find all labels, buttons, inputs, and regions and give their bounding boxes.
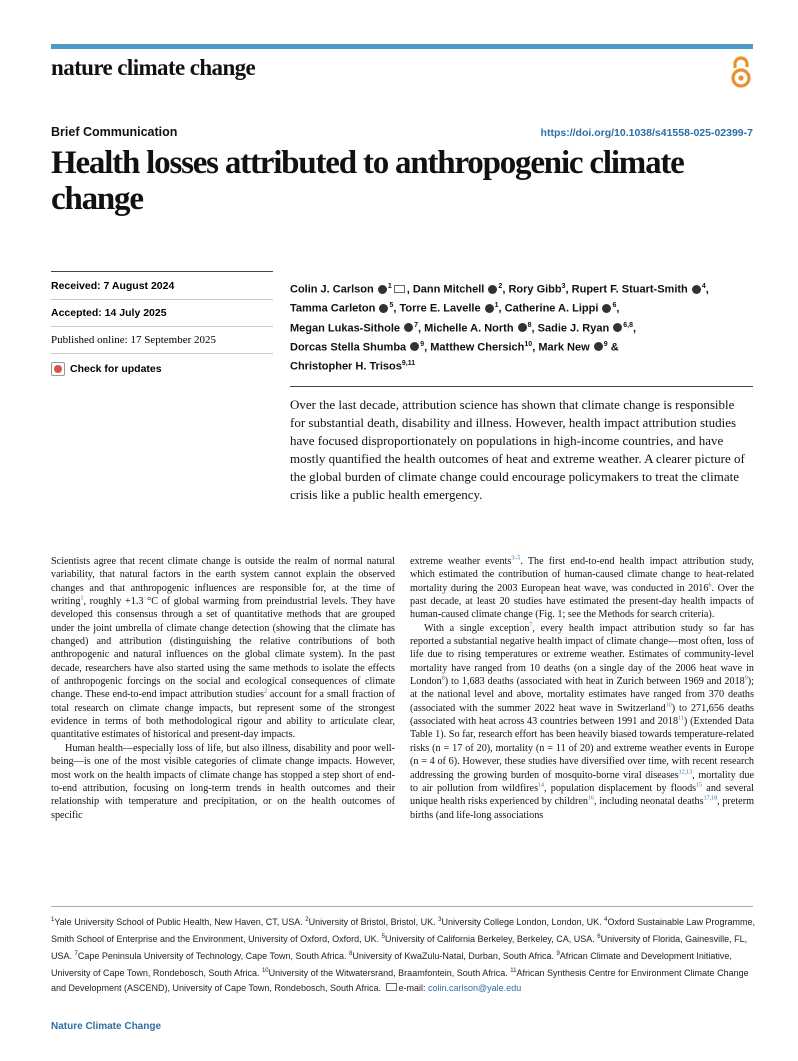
body-text: ); at the national level and above, mortality estimates have ranged from 370 deaths (associated with the summer 2022 heat wave in Switzerland bbox=[410, 676, 754, 714]
author-affiliation-sup: 5 bbox=[389, 302, 394, 310]
citation-link[interactable]: 1 bbox=[80, 595, 84, 602]
affiliation-text: African Climate and Development Initiative, University of Cape Town, Rondebosch, South Africa. bbox=[51, 951, 732, 978]
article-title: Health losses attributed to anthropogenic climate change bbox=[51, 145, 684, 217]
citation-link[interactable]: 10 bbox=[665, 702, 672, 709]
body-text: With a single exception bbox=[424, 622, 530, 634]
footnote-rule bbox=[51, 906, 753, 907]
orcid-icon[interactable] bbox=[379, 304, 388, 313]
author-name[interactable]: Mark New bbox=[538, 341, 590, 354]
body-paragraph bbox=[410, 555, 754, 622]
article-dates bbox=[51, 271, 273, 383]
published-date: Published online: 17 September 2025 bbox=[51, 327, 273, 354]
citation-link[interactable]: 7 bbox=[529, 622, 533, 629]
citation-link[interactable]: 9 bbox=[744, 675, 748, 682]
check-updates-button[interactable] bbox=[51, 354, 273, 383]
author-name[interactable]: Sadie J. Ryan bbox=[537, 322, 610, 335]
footer-journal-name: Nature Climate Change bbox=[51, 1021, 162, 1032]
citation-link[interactable]: 8 bbox=[441, 675, 445, 682]
orcid-icon[interactable] bbox=[485, 304, 494, 313]
author-affiliation-sup: 4 bbox=[701, 283, 706, 290]
body-text: . The first end-to-end health impact attribution study, which estimated the contribution of human-caused climate change to heat-related mortality during the 2003 European heat wave, was conducted in 2016 bbox=[410, 556, 754, 594]
affiliation-text: University of KwaZulu-Natal, Durban, South Africa. bbox=[352, 951, 557, 961]
author-name[interactable]: Dann Mitchell bbox=[412, 283, 485, 296]
abstract bbox=[290, 396, 750, 505]
affiliations bbox=[51, 913, 756, 996]
accepted-date: Accepted: 14 July 2025 bbox=[51, 300, 273, 327]
affiliation-number: 11 bbox=[510, 968, 517, 974]
author-name[interactable]: Christopher H. Trisos bbox=[290, 360, 402, 373]
orcid-icon[interactable] bbox=[404, 323, 413, 332]
body-text: Scientists agree that recent climate change is outside the realm of normal natural variability, that natural factors in the earth system cannot explain the observed changes and that anthropogenic influences are responsible for, at the time of writing bbox=[51, 556, 395, 608]
author-name[interactable]: Rory Gibb bbox=[508, 283, 562, 296]
body-text: ) to 271,656 deaths (associated with heat across 43 countries between 1991 and 2018 bbox=[410, 702, 754, 728]
citation-link[interactable]: 11 bbox=[678, 715, 684, 722]
affiliation-list bbox=[51, 917, 755, 993]
citation-link[interactable]: 17,18 bbox=[703, 795, 718, 802]
citation-link[interactable]: 6 bbox=[708, 582, 712, 589]
body-text: , including neonatal deaths bbox=[594, 796, 704, 808]
affiliation-text: University of Bristol, Bristol, UK. bbox=[308, 917, 439, 927]
body-paragraph: Human health—especially loss of life, but also illness, disability and poor well-being—is one of the most visible categories of climate change impacts. However, most work on the health impacts of climate change has stopped a step short of end-to-end attribution, focusing on long-term trends in health outcomes and their relationship with temperature and precipitation, or on the health outcomes of specific bbox=[51, 742, 395, 821]
affiliation-number: 10 bbox=[261, 968, 269, 974]
body-paragraph bbox=[410, 622, 754, 822]
author-email-link[interactable]: colin.carlson@yale.edu bbox=[428, 983, 522, 993]
citation-link[interactable]: 2 bbox=[263, 689, 267, 696]
orcid-icon[interactable] bbox=[602, 304, 611, 313]
orcid-icon[interactable] bbox=[518, 323, 527, 332]
orcid-icon[interactable] bbox=[378, 285, 387, 294]
author-affiliation-sup: 1 bbox=[494, 302, 499, 310]
affiliation-text: Oxford Sustainable Law Programme, Smith School of Enterprise and the Environment, University of Oxford, Oxford, UK. bbox=[51, 917, 756, 944]
affiliation-number: 3 bbox=[438, 917, 442, 923]
doi-link[interactable]: https://doi.org/10.1038/s41558-025-02399-7 bbox=[540, 127, 753, 139]
author-name[interactable]: Tamma Carleton bbox=[290, 302, 376, 315]
affiliation-text: University of Florida, Gainesville, FL, USA. bbox=[51, 934, 748, 961]
author-affiliation-sup: 9,11 bbox=[401, 360, 416, 367]
body-text: , population displacement by floods bbox=[544, 782, 697, 794]
affiliation-text: Yale University School of Public Health, New Haven, CT, USA. bbox=[54, 917, 306, 927]
body-text: account for a small fraction of total research on climate change impacts, but represent some of the strongest evidence in terms of both methodological rigour and ability to articulate clear, quantitative estimates of historical and present-day impacts. bbox=[51, 689, 396, 741]
mail-icon[interactable] bbox=[394, 285, 405, 293]
header-accent-bar bbox=[51, 44, 753, 49]
author-affiliation-sup: 6,8 bbox=[623, 321, 633, 329]
orcid-icon[interactable] bbox=[488, 285, 497, 294]
affiliation-number: 1 bbox=[51, 917, 55, 923]
check-updates-label: Check for updates bbox=[70, 363, 162, 375]
author-name[interactable]: Rupert F. Stuart-Smith bbox=[571, 283, 688, 296]
author-name[interactable]: Dorcas Stella Shumba bbox=[290, 341, 407, 354]
citation-link[interactable]: 3–5 bbox=[511, 555, 521, 562]
affiliation-number: 9 bbox=[556, 951, 560, 957]
author-name[interactable]: Colin J. Carlson bbox=[290, 283, 374, 296]
author-affiliation-sup: 6 bbox=[612, 302, 617, 310]
author-name[interactable]: Michelle A. North bbox=[424, 322, 514, 335]
abstract-text: Over the last decade, attribution science has shown that climate change is responsible for substantial death, disability and illness. However, health impact attribution studies have focused disproportionately on populations in high-income countries, and have mostly quantified the health outcomes of heat and extreme weather. A clearer picture of the global burden of climate change could encourage policymakers to treat the climate crisis like a public health emergency. bbox=[290, 397, 745, 503]
body-text: , roughly +1.3 °C of global warming from preindustrial levels. They have developed this consensus through a set of quantitative methods that are grouped under the joint umbrella of climate change detection (showing that the climate has changed) and attribution (distinguishing the relative contributions of both anthropogenic and natural influences on the global climate system). In the past decade, researchers have also started using the same methods to isolate the effects of anthropogenic forcings on the social and ecological consequences of climate change. These end-to-end impact attribution studies bbox=[51, 596, 395, 701]
affiliation-number: 2 bbox=[305, 917, 309, 923]
author-name[interactable]: Megan Lukas-Sithole bbox=[290, 322, 401, 335]
orcid-icon[interactable] bbox=[692, 285, 701, 294]
article-type: Brief Communication bbox=[51, 125, 178, 139]
orcid-icon[interactable] bbox=[613, 323, 622, 332]
citation-link[interactable]: 12,13 bbox=[678, 769, 693, 776]
body-text: , every health impact attribution study so far has reported a substantial negative health impact of climate change—most often, loss of life due to rising temperatures or extreme weather. Estimates of community-level mortality have ranged from 10 deaths (on a single day of the 2006 heat wave in London bbox=[410, 622, 754, 688]
author-affiliation-sup: 2 bbox=[498, 283, 503, 290]
body-paragraph bbox=[51, 555, 395, 742]
author-affiliation-sup: 1 bbox=[387, 283, 392, 290]
author-name[interactable]: Matthew Chersich bbox=[430, 341, 525, 354]
body-text: ) to 1,683 deaths (associated with heat in Zurich between 1969 and 2018 bbox=[444, 676, 745, 688]
email-label: e-mail: bbox=[398, 983, 429, 993]
affiliation-text: University of the Witwatersrand, Braamfontein, South Africa. bbox=[268, 968, 511, 978]
author-name[interactable]: Torre E. Lavelle bbox=[399, 302, 481, 315]
affiliation-number: 7 bbox=[74, 951, 78, 957]
affiliation-text: University College London, London, UK. bbox=[441, 917, 605, 927]
body-text: and several unique health risks experienced by children bbox=[410, 782, 754, 808]
abstract-rule bbox=[290, 386, 753, 387]
author-affiliation-sup: 3 bbox=[561, 283, 566, 290]
citation-link[interactable]: 14 bbox=[538, 782, 545, 789]
received-date: Received: 7 August 2024 bbox=[51, 273, 273, 300]
author-name[interactable]: Catherine A. Lippi bbox=[504, 302, 599, 315]
citation-link[interactable]: 15 bbox=[696, 782, 703, 789]
affiliation-number: 8 bbox=[349, 951, 353, 957]
affiliation-number: 6 bbox=[597, 934, 601, 940]
body-column-left bbox=[51, 555, 395, 822]
affiliation-number: 5 bbox=[381, 934, 385, 940]
body-text: extreme weather events bbox=[410, 556, 512, 567]
author-affiliation-sup: 10 bbox=[524, 340, 533, 348]
check-updates-icon bbox=[51, 362, 65, 376]
journal-name: nature climate change bbox=[51, 55, 256, 80]
author-affiliation-sup: 7 bbox=[414, 321, 418, 329]
author-affiliation-sup: 8 bbox=[527, 321, 532, 329]
affiliation-number: 4 bbox=[604, 917, 608, 923]
body-text: , preterm births (and life-long associations bbox=[410, 796, 755, 821]
mail-icon bbox=[386, 983, 397, 991]
open-access-icon bbox=[728, 55, 754, 89]
author-list: Colin J. Carlson $^1$ , Dann Mitchell $^2$, Rory Gibb$^3$, Rupert F. Stuart-Smith $^4$, Tamma Carleton $^5$, Torre E. Lavelle $^1$, Catherine A. Lippi $^6$, Megan Lukas-Sithole $^7$, Michelle A. North $^8$, Sadie J. Ryan $^{6,8}$, Dorcas Stella Shumba $^9$, Matthew Chersich$^{10}$, Mark New $^9$ & Christopher H. Trisos$^{9,11}$ bbox=[290, 283, 709, 373]
author-affiliation-sup: 9 bbox=[420, 340, 425, 348]
citation-link[interactable]: 16 bbox=[588, 795, 595, 802]
body-text: . Over the past decade, at least 20 studies have estimated the present-day health impacts of human-caused climate change (Fig. 1; see the Methods for search criteria). bbox=[410, 582, 754, 621]
affiliation-text: Cape Peninsula University of Technology, Cape Town, South Africa. bbox=[77, 951, 350, 961]
orcid-icon[interactable] bbox=[594, 342, 603, 351]
author-affiliation-sup: 9 bbox=[603, 340, 608, 348]
affiliation-text: African Synthesis Centre for Environment Climate Change and Development (ASCEND), University of Cape Town, Rondebosch, South Africa. bbox=[51, 968, 749, 993]
orcid-icon[interactable] bbox=[410, 342, 419, 351]
affiliation-text: University of California Berkeley, Berkeley, CA, USA. bbox=[384, 934, 598, 944]
body-text: ) (Extended Data Table 1). So far, research effort has been heavily biased towards temperature-related risks (n = 17 of 20), mortality (n = 11 of 20) and extreme weather events in Europe (n = 4 of 6). However, these studies have diversified over time, with recent research addressing the growing burden of mosquito-borne viral diseases bbox=[410, 716, 754, 781]
body-text: , mortality due to air pollution from wildfires bbox=[410, 769, 754, 794]
body-column-right bbox=[410, 555, 754, 822]
